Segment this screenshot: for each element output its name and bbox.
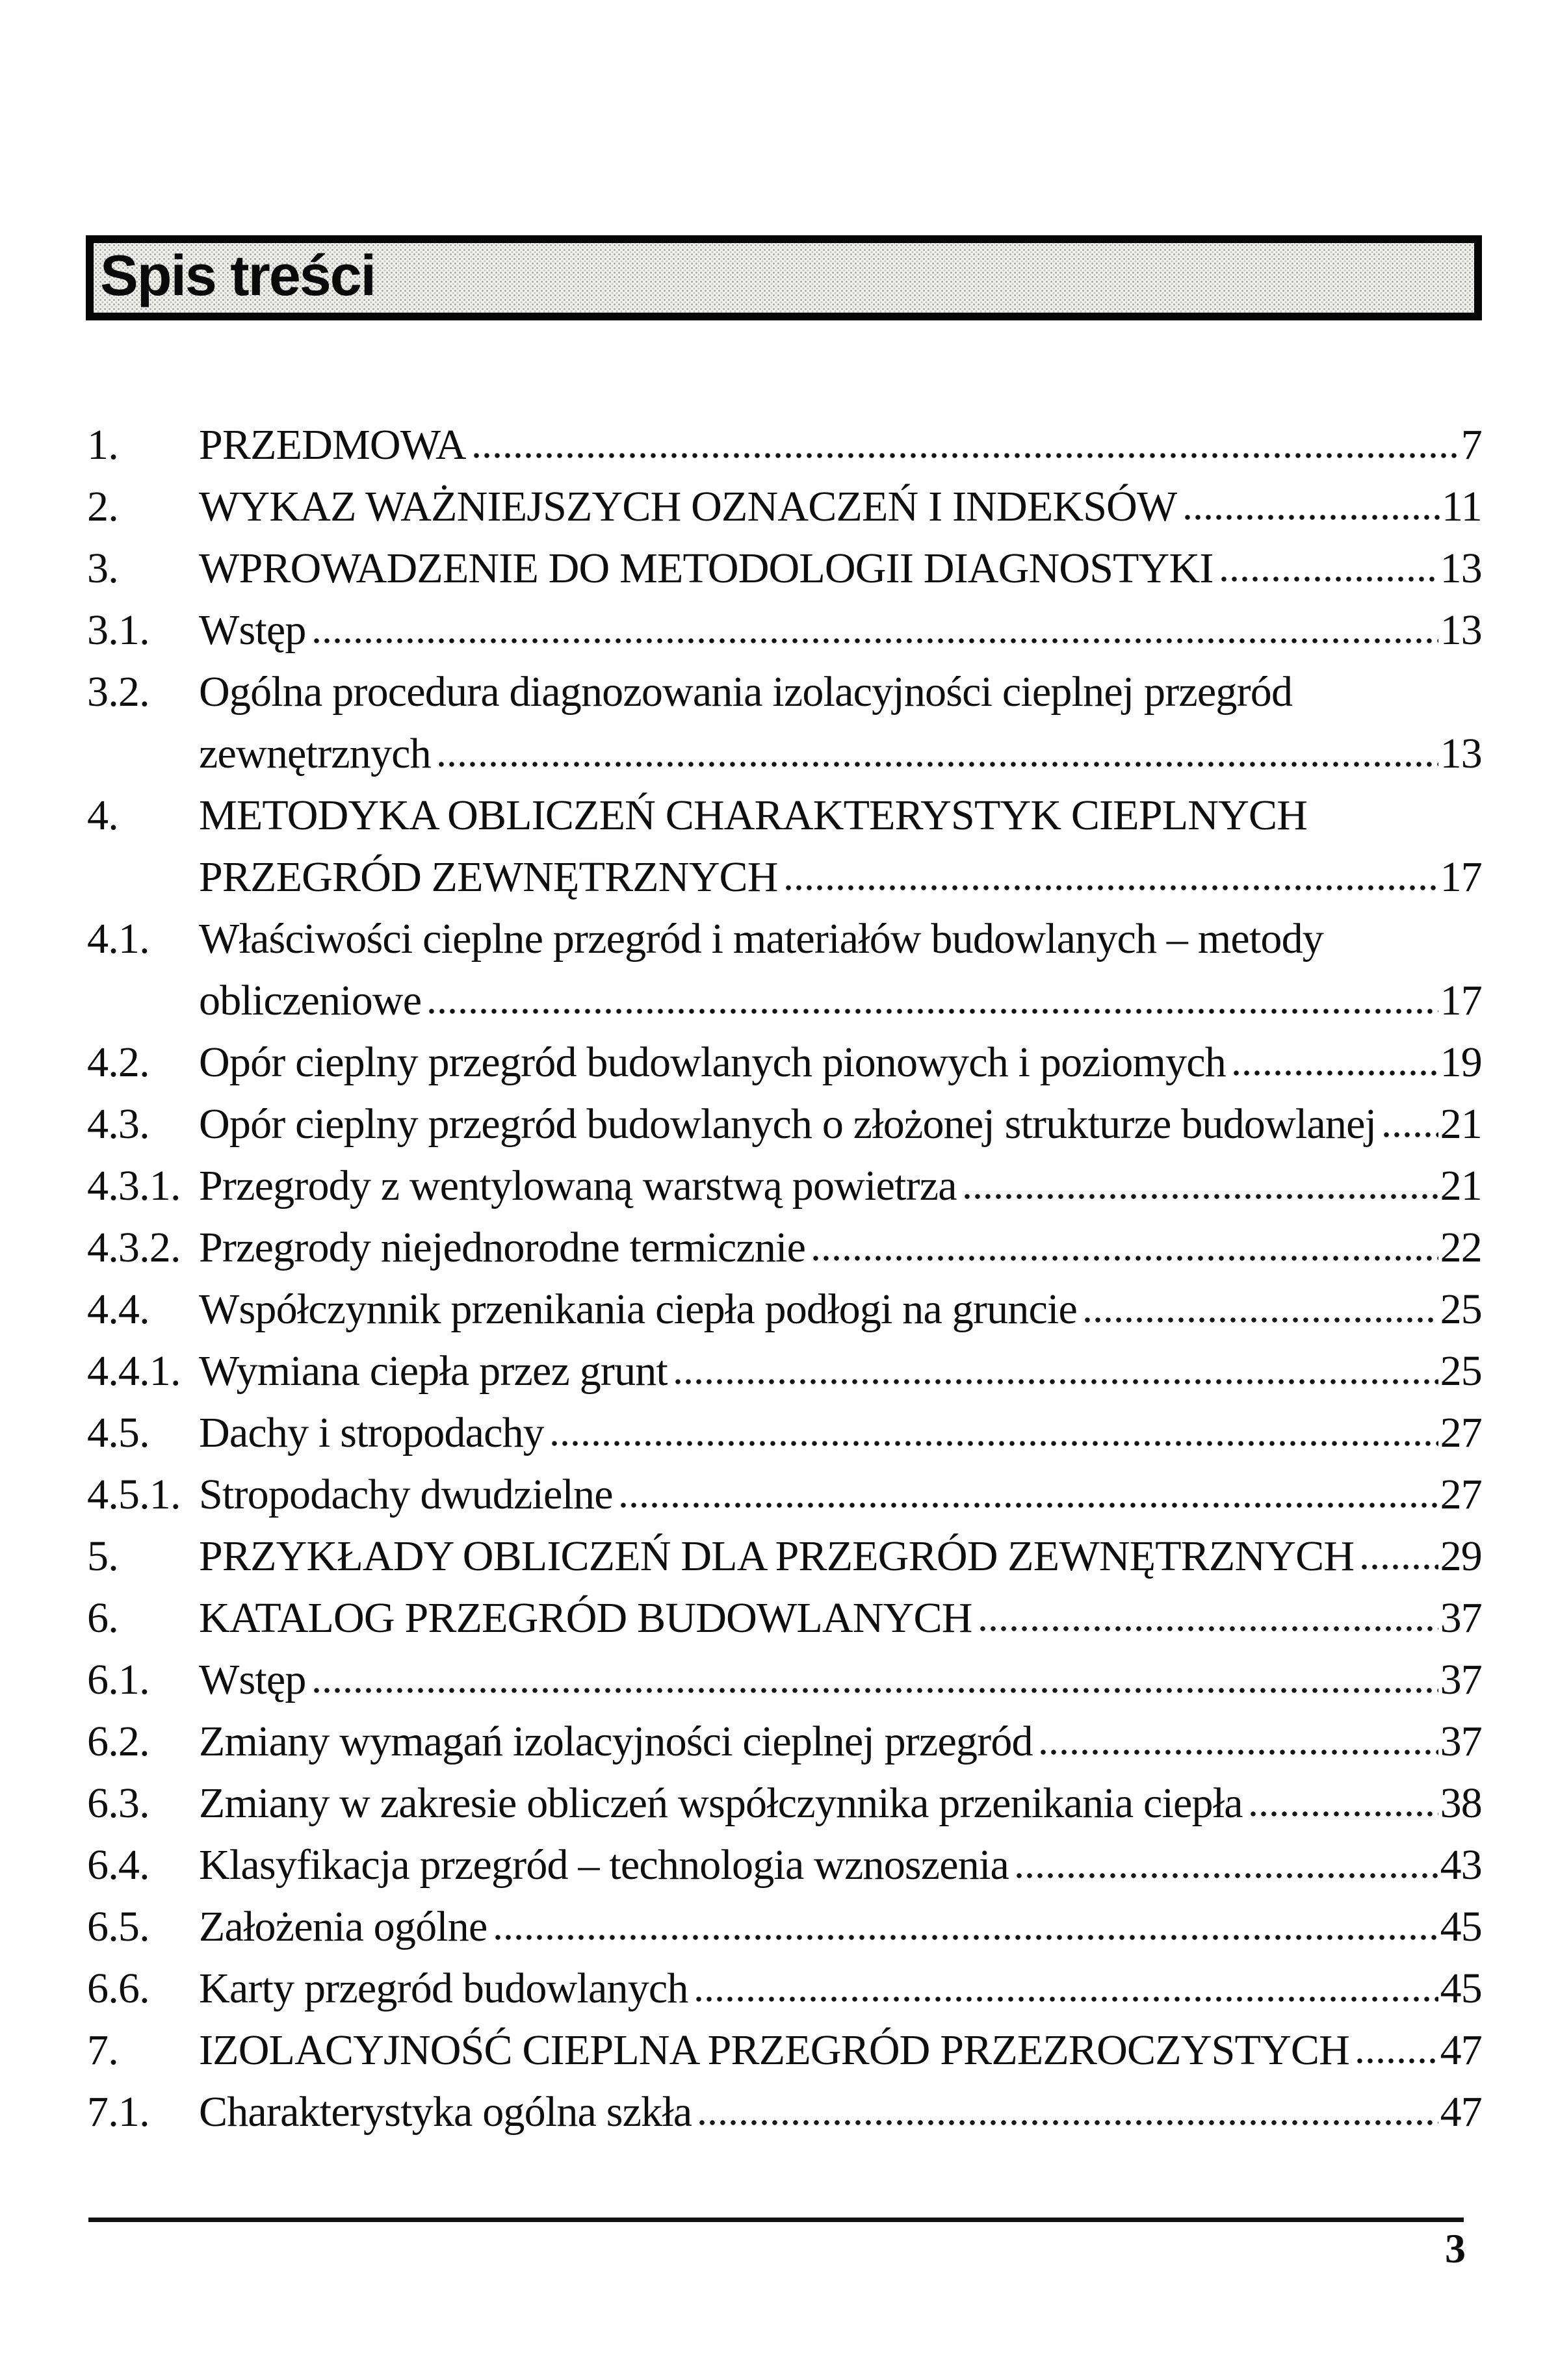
toc-entry-number: 6.2.: [87, 1718, 149, 1765]
toc-entry-lastline: [199, 1896, 1482, 1958]
dot-leader: [549, 1404, 1438, 1447]
toc-entry-body: [199, 1896, 1482, 1958]
toc-entry: [87, 414, 1482, 476]
toc-entry-page-number: 13: [1440, 730, 1482, 777]
toc-entry: [87, 1093, 1482, 1155]
dot-leader: [311, 1651, 1438, 1694]
toc-entry-body: [199, 476, 1482, 537]
toc-entry: [87, 784, 1482, 908]
toc-entry-body: [199, 1155, 1482, 1217]
toc-entry-page-number: 27: [1440, 1471, 1482, 1518]
toc-entry-lastline: [199, 1649, 1482, 1711]
dot-leader: [697, 2083, 1438, 2126]
toc-entry-body: [199, 1031, 1482, 1093]
toc-entry-body: [199, 1278, 1482, 1340]
toc-entry-body: [199, 1402, 1482, 1464]
toc-entry-number: 2.: [87, 483, 118, 530]
toc-entry-page-number: 37: [1440, 1594, 1482, 1642]
toc-entry: [87, 476, 1482, 537]
toc-entry-number: 6.1.: [87, 1656, 149, 1703]
toc-entry-body: [199, 1464, 1482, 1525]
toc-entry: [87, 1834, 1482, 1896]
toc-entry-body: [199, 1958, 1482, 2019]
toc-entry-number: 4.2.: [87, 1039, 149, 1086]
toc-entry-body: [199, 1217, 1482, 1278]
footer-rule: [88, 2218, 1464, 2222]
toc-entry-title: Wstęp: [199, 606, 306, 654]
toc-entry-page-number: 38: [1440, 1779, 1482, 1827]
toc-entry-number: 3.1.: [87, 606, 149, 654]
toc-entry-body: [199, 1093, 1482, 1155]
toc-entry-title-line1: Właściwości cieplne przegród i materiałów budowlanych – metody: [199, 915, 1323, 963]
toc-entry-number: 6.3.: [87, 1779, 149, 1827]
toc-entry-number: 5.: [87, 1533, 118, 1580]
toc-entry: [87, 1278, 1482, 1340]
section-title-banner: [86, 235, 1482, 320]
toc-entry: [87, 1155, 1482, 1217]
toc-entry-body: [199, 1772, 1482, 1834]
toc-entry-lastline: [199, 1093, 1482, 1155]
toc-entry-page-number: 17: [1440, 977, 1482, 1024]
toc-entry-number: 4.4.: [87, 1286, 149, 1333]
toc-entry-lastline: [199, 1711, 1482, 1772]
toc-entry-body: [199, 599, 1482, 661]
toc-entry-lastline: [199, 537, 1482, 599]
toc-entry-number: 4.3.2.: [87, 1224, 181, 1271]
toc-entry-number: 4.1.: [87, 915, 149, 963]
toc-entry-body: [199, 2019, 1482, 2081]
toc-entry-body: [199, 1587, 1482, 1649]
toc-entry-lastline: [199, 1155, 1482, 1217]
dot-leader: [694, 1960, 1438, 2002]
dot-leader: [783, 848, 1438, 891]
toc-entry-number: 7.: [87, 2026, 118, 2074]
dot-leader: [493, 1898, 1438, 1941]
footer-page-number: 3: [1445, 2225, 1466, 2271]
toc-entry-page-number: 37: [1440, 1656, 1482, 1703]
toc-entry-lastline: [199, 1772, 1482, 1834]
toc-entry: [87, 2019, 1482, 2081]
dot-leader: [471, 416, 1459, 459]
toc-entry-title: Opór cieplny przegród budowlanych o złożonej strukturze budowlanej: [199, 1100, 1377, 1148]
table-of-contents: [87, 414, 1482, 2143]
toc-entry-page-number: 17: [1440, 853, 1482, 901]
toc-entry-number: 1.: [87, 421, 118, 469]
toc-entry-page-number: 11: [1442, 483, 1482, 530]
dot-leader: [1359, 1527, 1438, 1570]
toc-entry-number: 4.3.: [87, 1100, 149, 1148]
dot-leader: [1248, 1774, 1438, 1817]
dot-leader: [618, 1466, 1438, 1508]
toc-entry-number: 4.4.1.: [87, 1347, 181, 1395]
toc-entry-page-number: 45: [1440, 1965, 1482, 2012]
toc-entry-title: Zmiany wymagań izolacyjności cieplnej przegród: [199, 1718, 1033, 1765]
toc-entry-lastline: [199, 1958, 1482, 2019]
dot-leader: [1014, 1836, 1438, 1879]
toc-entry-title: Dachy i stropodachy: [199, 1409, 544, 1456]
dot-leader: [673, 1342, 1438, 1385]
toc-entry: [87, 1525, 1482, 1587]
toc-entry-number: 4.: [87, 792, 118, 839]
toc-entry-page-number: 25: [1440, 1286, 1482, 1333]
toc-entry-title: Wymiana ciepła przez grunt: [199, 1347, 668, 1395]
toc-entry-page-number: 21: [1440, 1100, 1482, 1148]
toc-entry-page-number: 22: [1440, 1224, 1482, 1271]
toc-entry-body: [199, 2081, 1482, 2143]
toc-entry-lastline: [199, 599, 1482, 661]
dot-leader: [1231, 1033, 1438, 1076]
toc-entry-lastline: [199, 1031, 1482, 1093]
toc-entry-title-line1: Ogólna procedura diagnozowania izolacyjności cieplnej przegród: [199, 668, 1293, 716]
dot-leader: [1381, 1095, 1438, 1138]
toc-entry-number: 4.5.: [87, 1409, 149, 1456]
toc-entry-number: 6.4.: [87, 1841, 149, 1889]
toc-entry-title: Stropodachy dwudzielne: [199, 1471, 613, 1518]
toc-entry-title: Współczynnik przenikania ciepła podłogi na gruncie: [199, 1286, 1077, 1333]
toc-entry-title: Przegrody z wentylowaną warstwą powietrza: [199, 1162, 957, 1209]
toc-entry-page-number: 45: [1440, 1903, 1482, 1950]
toc-entry-page-number: 47: [1440, 2088, 1482, 2136]
toc-entry-lastline: [199, 1278, 1482, 1340]
toc-entry: [87, 1711, 1482, 1772]
toc-entry-page-number: 25: [1440, 1347, 1482, 1395]
toc-entry-number: 6.: [87, 1594, 118, 1642]
toc-entry-title: Klasyfikacja przegród – technologia wznoszenia: [199, 1841, 1009, 1889]
toc-entry-title: Przegrody niejednorodne termicznie: [199, 1224, 806, 1271]
toc-entry: [87, 1896, 1482, 1958]
toc-entry-body: [199, 414, 1482, 476]
toc-entry-lastline: [199, 2019, 1482, 2081]
toc-entry-lastline: [199, 1834, 1482, 1896]
toc-entry: [87, 1402, 1482, 1464]
dot-leader: [426, 972, 1438, 1015]
dot-leader: [962, 1157, 1438, 1200]
dot-leader: [1219, 539, 1438, 582]
dot-leader: [311, 601, 1438, 644]
toc-entry-title: KATALOG PRZEGRÓD BUDOWLANYCH: [199, 1594, 972, 1642]
toc-entry: [87, 1958, 1482, 2019]
toc-entry-lastline: [199, 1525, 1482, 1587]
toc-entry-page-number: 43: [1440, 1841, 1482, 1889]
dot-leader: [436, 725, 1438, 768]
toc-entry-title: Karty przegród budowlanych: [199, 1965, 688, 2012]
toc-entry: [87, 599, 1482, 661]
dot-leader: [1082, 1280, 1438, 1323]
toc-entry-page-number: 29: [1440, 1533, 1482, 1580]
toc-entry-lastline: [199, 1587, 1482, 1649]
toc-entry-title: Wstęp: [199, 1656, 306, 1703]
toc-entry-page-number: 13: [1440, 545, 1482, 592]
toc-entry: [87, 1031, 1482, 1093]
toc-entry-body: [199, 1834, 1482, 1896]
toc-entry-lastline: [199, 1464, 1482, 1525]
toc-entry-page-number: 27: [1440, 1409, 1482, 1456]
toc-entry-page-number: 21: [1440, 1162, 1482, 1209]
toc-entry-number: 6.5.: [87, 1903, 149, 1950]
toc-entry-page-number: 7: [1461, 421, 1482, 469]
toc-entry-lastline: [199, 846, 1482, 908]
toc-entry-number: 7.1.: [87, 2088, 149, 2136]
toc-entry-page-number: 37: [1440, 1718, 1482, 1765]
toc-entry-lastline: [199, 1217, 1482, 1278]
toc-entry: [87, 1340, 1482, 1402]
toc-entry-title: zewnętrznych: [199, 730, 431, 777]
page-title: Spis treści: [100, 242, 376, 307]
toc-entry-lastline: [199, 414, 1482, 476]
toc-entry-body: [199, 784, 1482, 908]
toc-entry-title-line1: METODYKA OBLICZEŃ CHARAKTERYSTYK CIEPLNYCH: [199, 792, 1308, 839]
toc-entry: [87, 908, 1482, 1031]
toc-entry-page-number: 47: [1440, 2026, 1482, 2074]
toc-entry-body: [199, 1711, 1482, 1772]
toc-entry-lastline: [199, 2081, 1482, 2143]
toc-entry-number: 3.2.: [87, 668, 149, 716]
toc-entry-title: Charakterystyka ogólna szkła: [199, 2088, 692, 2136]
toc-entry-title: PRZYKŁADY OBLICZEŃ DLA PRZEGRÓD ZEWNĘTRZNYCH: [199, 1533, 1355, 1580]
toc-entry-title: obliczeniowe: [199, 977, 422, 1024]
dot-leader: [1038, 1713, 1438, 1755]
toc-entry-number: 3.: [87, 545, 118, 592]
toc-entry-number: 4.3.1.: [87, 1162, 181, 1209]
toc-entry-body: [199, 537, 1482, 599]
toc-entry-lastline: [199, 970, 1482, 1031]
toc-entry-title: Założenia ogólne: [199, 1903, 487, 1950]
toc-entry-lastline: [199, 476, 1482, 537]
toc-entry: [87, 661, 1482, 784]
toc-entry-title: PRZEGRÓD ZEWNĘTRZNYCH: [199, 853, 778, 901]
toc-entry: [87, 1587, 1482, 1649]
toc-entry-title: PRZEDMOWA: [199, 421, 466, 469]
toc-entry-title: Opór cieplny przegród budowlanych pionowych i poziomych: [199, 1039, 1226, 1086]
toc-entry-body: [199, 1340, 1482, 1402]
dot-leader: [1355, 2021, 1438, 2064]
toc-entry-body: [199, 661, 1482, 784]
toc-entry-lastline: [199, 723, 1482, 784]
toc-entry: [87, 537, 1482, 599]
dot-leader: [978, 1589, 1438, 1632]
toc-entry-page-number: 13: [1440, 606, 1482, 654]
toc-entry-body: [199, 1525, 1482, 1587]
toc-entry-number: 4.5.1.: [87, 1471, 181, 1518]
toc-entry-title: WYKAZ WAŻNIEJSZYCH OZNACZEŃ I INDEKSÓW: [199, 483, 1177, 530]
toc-entry-body: [199, 1649, 1482, 1711]
toc-entry: [87, 1464, 1482, 1525]
toc-entry: [87, 1217, 1482, 1278]
toc-entry-number: 6.6.: [87, 1965, 149, 2012]
dot-leader: [1182, 478, 1440, 521]
dot-leader: [811, 1219, 1438, 1261]
toc-entry: [87, 1649, 1482, 1711]
toc-entry-title: WPROWADZENIE DO METODOLOGII DIAGNOSTYKI: [199, 545, 1214, 592]
toc-entry-body: [199, 908, 1482, 1031]
toc-entry-title: Zmiany w zakresie obliczeń współczynnika przenikania ciepła: [199, 1779, 1243, 1827]
toc-entry-title: IZOLACYJNOŚĆ CIEPLNA PRZEGRÓD PRZEZROCZYSTYCH: [199, 2026, 1349, 2074]
toc-entry-lastline: [199, 1340, 1482, 1402]
toc-entry-page-number: 19: [1440, 1039, 1482, 1086]
toc-entry: [87, 1772, 1482, 1834]
toc-entry-lastline: [199, 1402, 1482, 1464]
toc-entry: [87, 2081, 1482, 2143]
